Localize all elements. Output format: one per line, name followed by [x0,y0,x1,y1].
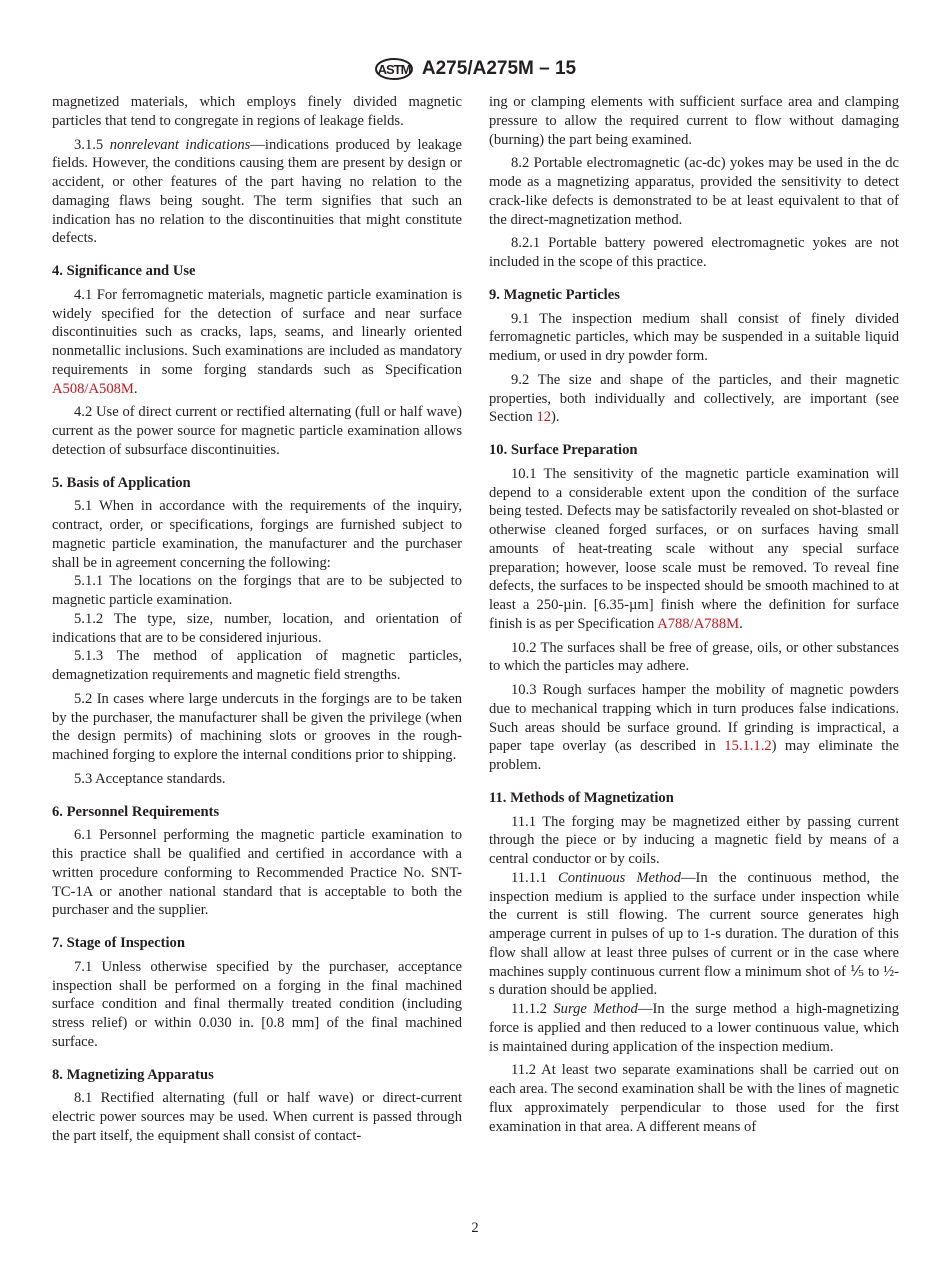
text-run: 7.1 Unless otherwise specified by the purchaser, acceptance inspection shall be performed on a forging in the final machined surface condition and final thermally treated condition (including stress relief) or within 0.030 in. [0.8 mm] of the final machined surface. [52,958,462,1050]
text-run: 5. Basis of Application [52,474,191,491]
text-run: 5.1.2 The type, size, number, location, and orientation of indications that are to be considered injurious. [52,610,462,646]
text-run: 8.2.1 Portable battery powered electromagnetic yokes are not included in the scope of this practice. [489,235,899,270]
text-run: 10.1 The sensitivity of the magnetic particle examination will depend to a considerable extent upon the condition of the surface being tested. Defects may be satisfactorily revealed on shot-blasted or otherwise cleaned forged surfaces, or on surfaces having small amounts of heat-treating scale without any special surface preparation; however, loose scale must be removed. To reveal fine defects, the surfaces to be inspected should be smooth machined to at least a 250-µin. [6.35-µm] finish where the definition for surface finish is as per Specification [489,465,899,632]
text-run: 5.1.3 The method of application of magnetic particles, demagnetization requirements and magnetic field strengths. [52,648,462,683]
text-run: 6. Personnel Requirements [52,803,220,820]
text-run: —In the surge method a high-magnetizing force is applied and then reduced to a lower continuous value, which is maintained during application of the inspection medium. [489,1001,900,1055]
text-run: . [739,615,743,632]
paragraph [52,1089,462,1145]
text-run: magnetized materials, which employs finely divided magnetic particles that tend to congregate in regions of leakage fields. [52,94,462,129]
paragraph [489,465,899,634]
defined-term: nonrelevant indications [109,136,251,153]
astm-logo-icon [374,56,414,82]
text-run: 11.1 The forging may be magnetized either by passing current through the piece or by inducing a magnetic field by means of a central conductor or by coils. [489,813,899,867]
text-run: 9.1 The inspection medium shall consist of finely divided ferromagnetic particles, which may be suspended in a suitable liquid medium, or used in dry powder form. [489,310,899,364]
text-run: 9.2 The size and shape of the particles, and their magnetic properties, both individually and collectively, are important (see Section [489,371,899,426]
paragraph [489,1000,899,1056]
left-column [52,93,462,1151]
section-heading [52,1066,462,1085]
section-heading [52,934,462,953]
text-run: 6.1 Personnel performing the magnetic particle examination to this practice shall be qualified and certified in accordance with a written procedure conforming to Recommended Practice No. SNT-TC-1A or another national standard that is acceptable to both the purchaser and the supplier. [52,827,462,919]
paragraph [52,958,462,1052]
paragraph [489,371,899,427]
text-run: . [133,380,138,397]
paragraph [489,813,899,869]
paragraph [52,403,462,459]
section-heading [489,441,899,460]
text-run: 11.1.1 [511,869,558,886]
paragraph [52,572,462,610]
reference-link[interactable]: A508/A508M [52,380,134,397]
text-run: 9. Magnetic Particles [489,286,620,303]
paragraph [52,770,462,789]
text-run: ) may eliminate the problem. [489,738,899,773]
section-heading [52,474,462,493]
paragraph [52,826,462,920]
text-run: 8. Magnetizing Apparatus [52,1066,214,1083]
paragraph [52,647,462,685]
reference-link[interactable]: 15.1.1.2 [724,738,772,755]
paragraph [489,93,899,149]
paragraph [52,93,462,131]
text-run: 7. Stage of Inspection [52,935,185,951]
text-run: —indications produced by leakage fields. However, the conditions causing them are present by design or accident, or other features of the part having no relation to the damaging flaws being sought. The term signifies that such an indication has no relation to the discontinuities that might constitute defects. [52,136,462,247]
right-column [489,93,899,1141]
text-run: —In the continuous method, the inspection medium is applied to the surface under inspection while the current is still flowing. The current source generates high amperage current in pulses of up to 1-s duration. The duration of this flow shall allow at least three pulses of current or in the case where machines supply continuous current flow a minimum shot of ⅕ to ½-s duration should be applied. [489,869,899,999]
paragraph [52,136,462,249]
paragraph [489,154,899,229]
section-heading [52,803,462,822]
paragraph [489,1061,899,1136]
text-run: 4.2 Use of direct current or rectified alternating (full or half wave) current as the power source for magnetic particle examination allows detection of subsurface discontinuities. [52,404,462,458]
text-run: 4.1 For ferromagnetic materials, magnetic particle examination is widely specified for the detection of surface and near surface discontinuities such as cracks, laps, seams, and linearly oriented nonmetallic inclusions. Such examinations are included as mandatory requirements in some forging standards such as Specification [52,286,462,378]
text-run: 5.1 When in accordance with the requirements of the inquiry, contract, order, or specifications, forgings are furnished subject to magnetic particle examination, the manufacturer and the purchaser shall be in agreement concerning the following: [52,498,462,571]
text-run: 4. Significance and Use [52,263,196,279]
text-run: ing or clamping elements with sufficient surface area and clamping pressure to allow the required current to flow without damaging (burning) the part being examined. [489,94,899,148]
paragraph [489,234,899,272]
paragraph [52,690,462,765]
section-heading [489,789,899,808]
document-id: A275/A275M – 15 [421,58,577,79]
text-run: 11. Methods of Magnetization [489,789,674,806]
paragraph [489,869,899,1000]
text-run: 8.1 Rectified alternating (full or half wave) or direct-current electric power sources may be used. When current is passed through the part itself, the equipment shall consist of contact- [52,1090,462,1144]
section-heading [489,286,899,305]
text-run: 10. Surface Preparation [489,442,638,458]
text-run: 11.2 At least two separate examinations shall be carried out on each area. The second examination shall be with the lines of magnetic flux approximately perpendicular to those used for the first examination in that area. A different means of [489,1062,899,1135]
text-run: 8.2 Portable electromagnetic (ac-dc) yokes may be used in the dc mode as a magnetizing apparatus, provided the sensitivity to detect crack-like defects is demonstrated to be at least equivalent to that of the direct-magnetization method. [489,155,899,228]
text-run: ). [551,409,560,426]
defined-term: Continuous Method [558,869,681,886]
paragraph [489,681,899,775]
paragraph [489,639,899,677]
defined-term: Surge Method [553,1001,638,1017]
paragraph [52,610,462,648]
text-run: 10.3 Rough surfaces hamper the mobility of magnetic powders due to mechanical trapping which in turn produces false indications. Such areas should be surface ground. If grinding is impractical, a paper tape overlay (as described in [489,682,899,755]
text-run: 5.1.1 The locations on the forgings that are to be subjected to magnetic particle examination. [52,573,462,608]
reference-link[interactable]: A788/A788M [657,615,740,632]
text-run: 5.2 In cases where large undercuts in the forgings are to be taken by the purchaser, the manufacturer shall be given the privilege (when the design permits) of machining slots or grooves in the rough-machined forging to explore the internal conditions prior to shipping. [52,690,462,763]
page-header [0,56,950,82]
page-number: 2 [471,1220,479,1236]
text-run: 3.1.5 [74,136,110,153]
text-run: 5.3 Acceptance standards. [74,770,226,787]
paragraph [489,310,899,366]
reference-link[interactable]: 12 [536,409,552,426]
text-run: 11.1.2 [511,1001,554,1017]
paragraph [52,286,462,399]
paragraph [52,497,462,572]
text-run: 10.2 The surfaces shall be free of grease, oils, or other substances to which the particles may adhere. [489,639,899,675]
svg-text:ASTM: ASTM [377,62,411,77]
section-heading [52,262,462,281]
